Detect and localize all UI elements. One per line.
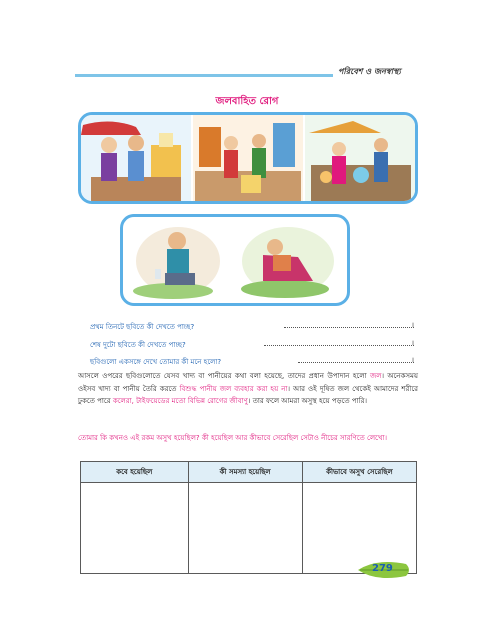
answer-line-2[interactable] bbox=[264, 345, 414, 346]
question-row-3 bbox=[88, 356, 414, 366]
col-problem: কী সমস্যা হয়েছিল bbox=[188, 462, 302, 483]
cell-problem[interactable] bbox=[188, 483, 302, 574]
question-3-end: । bbox=[411, 356, 414, 364]
sick-people-scenes bbox=[123, 217, 347, 303]
scene-snack-eating bbox=[81, 115, 191, 201]
explanation-paragraph bbox=[78, 370, 418, 408]
answer-line-3[interactable] bbox=[298, 362, 414, 363]
page-number: 279 bbox=[372, 563, 393, 574]
question-2-end: । bbox=[411, 339, 414, 347]
para-text-2: । অনেকসময় ওইসব খাদ্য বা পানীয় তৈরি করতে bbox=[78, 372, 418, 393]
para-highlight-germs: কলেরা, টাইফয়েডের মতো বিভিন্ন রোগের জীবাণু bbox=[112, 397, 248, 405]
answer-line-1[interactable] bbox=[284, 327, 414, 328]
illustration-sick-people bbox=[120, 214, 350, 306]
col-cure: কীভাবে অসুখ সেরেছিল bbox=[302, 462, 416, 483]
question-2: শেষ দুটো ছবিতে কী দেখতে পাচ্ছ? bbox=[90, 341, 186, 349]
scene-sick-boy bbox=[133, 227, 220, 299]
para-highlight-water: জল bbox=[370, 372, 382, 380]
para-highlight-impure-water: বিশুদ্ধ পানীয় জল ব্যবহার করা হয় না bbox=[179, 384, 288, 393]
question-row-2 bbox=[88, 339, 414, 349]
scene-drink-vendor bbox=[305, 115, 415, 201]
scene-sick-woman bbox=[241, 227, 334, 298]
question-3: ছবিগুলো একসঙ্গে দেখে তোমার কী মনে হলো? bbox=[90, 358, 222, 366]
running-header: পরিবেশ ও জনস্বাস্থ্য bbox=[338, 67, 401, 76]
question-1: প্রথম তিনটে ছবিতে কী দেখতে পাচ্ছ? bbox=[90, 323, 195, 331]
header-rule bbox=[75, 74, 333, 77]
activity-instruction: তোমার কি কখনও এই রকম অসুখ হয়েছিল? কী হয়েছিল আর কীভাবে সেরেছিল সেটাও নীচের সারণিতে লেখো। bbox=[78, 434, 387, 442]
table-header-row bbox=[81, 462, 417, 483]
para-text-4: । তার ফলে আমরা অসুস্থ হয়ে পড়তে পারি। bbox=[247, 397, 368, 405]
page-title: জলবাহিত রোগ bbox=[215, 96, 279, 107]
illustration-street-food bbox=[78, 112, 418, 204]
cell-when[interactable] bbox=[81, 483, 189, 574]
para-text-1: আসলে ওপরের ছবিগুলোতে যেসব খাদ্য বা পানীয়ের কথা বলা হয়েছে, তাদের প্রধান উপাদান হলো bbox=[78, 372, 371, 380]
question-row-1 bbox=[88, 321, 414, 331]
para-text-3: । আর ওই দূষিত জল থেকেই আমাদের শরীরে ঢুকতে পারে bbox=[78, 384, 418, 405]
street-food-scenes bbox=[81, 115, 415, 201]
col-when: কবে হয়েছিল bbox=[81, 462, 189, 483]
scene-market-stalls bbox=[193, 115, 303, 201]
question-1-end: । bbox=[411, 321, 414, 329]
